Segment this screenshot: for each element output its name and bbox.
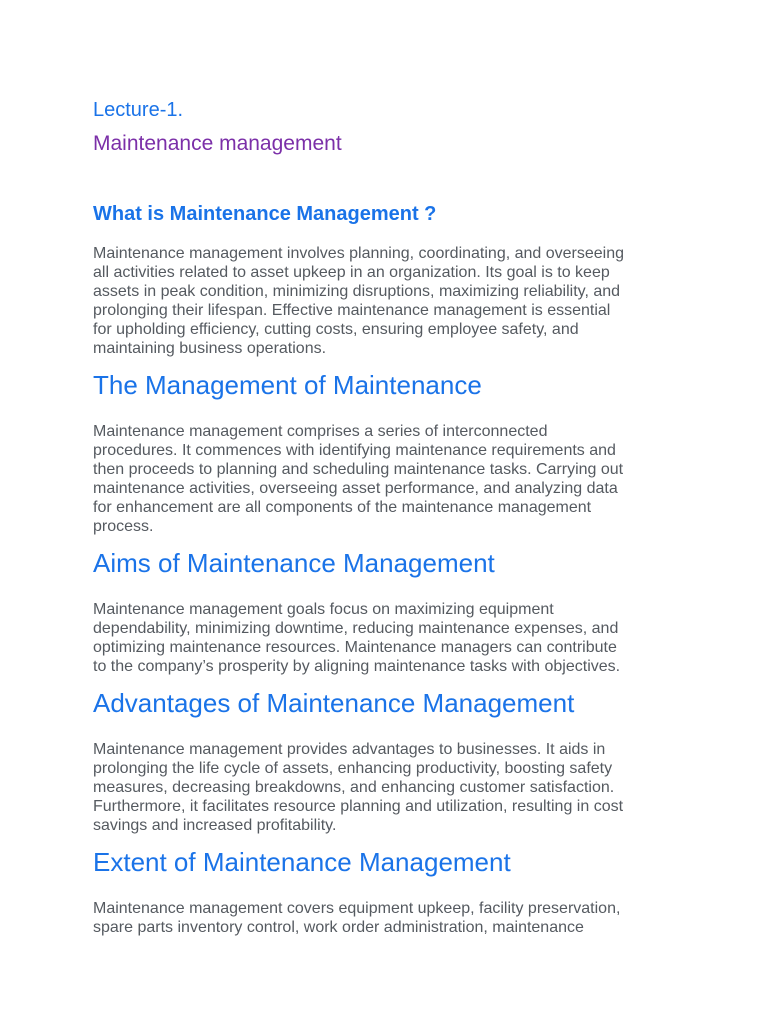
paragraph-line: savings and increased profitability.	[93, 817, 337, 834]
section-heading: Aims of Maintenance Management	[93, 548, 495, 578]
document-subtitle: Maintenance management	[93, 132, 342, 155]
paragraph-line: Maintenance management involves planning, coordinating, and overseeing	[93, 245, 625, 262]
paragraph-line: optimizing maintenance resources. Maintenance managers can contribute	[93, 639, 617, 656]
section-heading: Advantages of Maintenance Management	[93, 688, 575, 718]
lecture-title: Lecture-1.	[93, 99, 184, 121]
paragraph-line: prolonging the life cycle of assets, enhancing productivity, boosting safety	[93, 760, 613, 777]
section-aims	[93, 546, 678, 676]
paragraph-line: dependability, minimizing downtime, reducing maintenance expenses, and	[93, 620, 619, 637]
paragraph-line: spare parts inventory control, work order administration, maintenance	[93, 919, 584, 936]
paragraph-line: Maintenance management comprises a series of interconnected	[93, 423, 548, 440]
paragraph-line: Furthermore, it facilitates resource planning and utilization, resulting in cost	[93, 798, 624, 815]
section-extent	[93, 845, 678, 937]
section-heading: The Management of Maintenance	[93, 370, 482, 400]
paragraph-line: assets in peak condition, minimizing disruptions, maximizing reliability, and	[93, 283, 621, 300]
paragraph-line: process.	[93, 518, 154, 535]
section-paragraph	[93, 244, 678, 358]
paragraph-line: to the company’s prosperity by aligning maintenance tasks with objectives.	[93, 658, 621, 675]
paragraph-line: for enhancement are all components of the maintenance management	[93, 499, 592, 516]
paragraph-line: Maintenance management provides advantages to businesses. It aids in	[93, 741, 606, 758]
section-paragraph	[93, 600, 678, 676]
paragraph-line: maintaining business operations.	[93, 340, 327, 357]
paragraph-line: for upholding efficiency, cutting costs, ensuring employee safety, and	[93, 321, 579, 338]
section-paragraph	[93, 899, 678, 937]
paragraph-line: Maintenance management covers equipment upkeep, facility preservation,	[93, 900, 621, 917]
section-paragraph	[93, 740, 678, 835]
paragraph-line: prolonging their lifespan. Effective maintenance management is essential	[93, 302, 611, 319]
document-page	[93, 96, 678, 937]
paragraph-line: measures, decreasing breakdowns, and enhancing customer satisfaction.	[93, 779, 615, 796]
section-management-of-maintenance	[93, 368, 678, 536]
section-paragraph	[93, 422, 678, 536]
section-advantages	[93, 686, 678, 835]
paragraph-line: Maintenance management goals focus on maximizing equipment	[93, 601, 554, 618]
section-heading: What is Maintenance Management ?	[93, 203, 437, 225]
paragraph-line: procedures. It commences with identifying maintenance requirements and	[93, 442, 616, 459]
section-heading: Extent of Maintenance Management	[93, 847, 511, 877]
paragraph-line: all activities related to asset upkeep in an organization. Its goal is to keep	[93, 264, 610, 281]
section-what-is	[93, 200, 678, 358]
paragraph-line: maintenance activities, overseeing asset performance, and analyzing data	[93, 480, 618, 497]
paragraph-line: then proceeds to planning and scheduling maintenance tasks. Carrying out	[93, 461, 624, 478]
